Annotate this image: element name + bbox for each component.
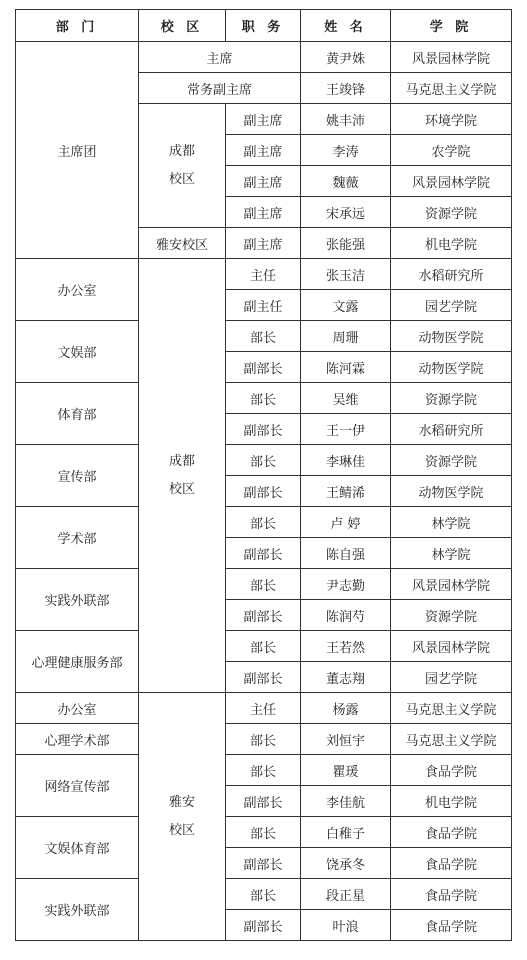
dept-cell: 办公室: [16, 693, 139, 724]
name-cell: 吴维: [301, 383, 391, 414]
header-campus: 校 区: [139, 10, 226, 42]
dept-cell: 文娱体育部: [16, 817, 139, 879]
college-cell: 水稻研究所: [391, 414, 512, 445]
title-cell: 副主席: [226, 135, 301, 166]
dept-cell: 办公室: [16, 259, 139, 321]
college-cell: 资源学院: [391, 600, 512, 631]
name-cell: 叶浪: [301, 910, 391, 941]
dept-cell: 心理健康服务部: [16, 631, 139, 693]
title-cell: 主席: [139, 42, 301, 73]
college-cell: 马克思主义学院: [391, 724, 512, 755]
dept-cell: 实践外联部: [16, 569, 139, 631]
title-cell: 部长: [226, 321, 301, 352]
title-cell: 部长: [226, 383, 301, 414]
name-cell: 董志翔: [301, 662, 391, 693]
table-row: [16, 755, 512, 786]
college-cell: 食品学院: [391, 879, 512, 910]
college-cell: 食品学院: [391, 755, 512, 786]
campus-cell: [139, 259, 226, 693]
title-cell: 副部长: [226, 910, 301, 941]
roster-table: [15, 9, 512, 941]
name-cell: 陈自强: [301, 538, 391, 569]
header-name: 姓 名: [301, 10, 391, 42]
title-cell: 常务副主席: [139, 73, 301, 104]
college-cell: 农学院: [391, 135, 512, 166]
college-cell: 环境学院: [391, 104, 512, 135]
name-cell: 王鲭浠: [301, 476, 391, 507]
table-row: [16, 445, 512, 476]
dept-cell: 主席团: [16, 42, 139, 259]
header-row: [16, 10, 512, 42]
table-row: [16, 569, 512, 600]
college-cell: 风景园林学院: [391, 631, 512, 662]
college-cell: 园艺学院: [391, 662, 512, 693]
name-cell: 陈河霖: [301, 352, 391, 383]
title-cell: 副部长: [226, 476, 301, 507]
college-cell: 林学院: [391, 507, 512, 538]
name-cell: 段正星: [301, 879, 391, 910]
dept-cell: 学术部: [16, 507, 139, 569]
title-cell: 部长: [226, 507, 301, 538]
title-cell: 副主席: [226, 166, 301, 197]
name-cell: 李佳航: [301, 786, 391, 817]
college-cell: 动物医学院: [391, 476, 512, 507]
campus-cell: 雅安校区: [139, 228, 226, 259]
name-cell: 王一伊: [301, 414, 391, 445]
title-cell: 副部长: [226, 600, 301, 631]
table-row: [16, 383, 512, 414]
college-cell: 马克思主义学院: [391, 73, 512, 104]
title-cell: 副部长: [226, 848, 301, 879]
college-cell: 园艺学院: [391, 290, 512, 321]
college-cell: 动物医学院: [391, 352, 512, 383]
header-college: 学 院: [391, 10, 512, 42]
dept-cell: 网络宣传部: [16, 755, 139, 817]
title-cell: 部长: [226, 755, 301, 786]
name-cell: 瞿瑗: [301, 755, 391, 786]
college-cell: 食品学院: [391, 817, 512, 848]
title-cell: 部长: [226, 569, 301, 600]
name-cell: 陈润芍: [301, 600, 391, 631]
college-cell: 风景园林学院: [391, 42, 512, 73]
header-title: 职 务: [226, 10, 301, 42]
table-row: [16, 724, 512, 755]
campus-cell: [139, 693, 226, 941]
college-cell: 资源学院: [391, 383, 512, 414]
table-row: [16, 879, 512, 910]
campus-line: 成都: [168, 143, 195, 159]
title-cell: 副主席: [226, 104, 301, 135]
college-cell: 动物医学院: [391, 321, 512, 352]
name-cell: 黄尹姝: [301, 42, 391, 73]
title-cell: 副部长: [226, 662, 301, 693]
table-row: [16, 817, 512, 848]
campus-line: 雅安: [168, 794, 195, 810]
campus-line: 校区: [168, 171, 195, 187]
name-cell: 王竣锋: [301, 73, 391, 104]
title-cell: 副主席: [226, 228, 301, 259]
table-row: [16, 42, 512, 73]
college-cell: 马克思主义学院: [391, 693, 512, 724]
name-cell: 魏薇: [301, 166, 391, 197]
title-cell: 部长: [226, 879, 301, 910]
table-row: [16, 321, 512, 352]
table-row: [16, 507, 512, 538]
name-cell: 白稚子: [301, 817, 391, 848]
name-cell: 刘恒宇: [301, 724, 391, 755]
name-cell: 张玉洁: [301, 259, 391, 290]
campus-line: 校区: [168, 822, 195, 838]
title-cell: 副主席: [226, 197, 301, 228]
campus-line: 校区: [168, 481, 195, 497]
header-dept: 部 门: [16, 10, 139, 42]
name-cell: 张能强: [301, 228, 391, 259]
title-cell: 副部长: [226, 538, 301, 569]
dept-cell: 体育部: [16, 383, 139, 445]
title-cell: 副部长: [226, 352, 301, 383]
college-cell: 机电学院: [391, 228, 512, 259]
name-cell: 尹志勤: [301, 569, 391, 600]
name-cell: 饶承冬: [301, 848, 391, 879]
name-cell: 宋承远: [301, 197, 391, 228]
dept-cell: 实践外联部: [16, 879, 139, 941]
title-cell: 部长: [226, 631, 301, 662]
dept-cell: 心理学术部: [16, 724, 139, 755]
name-cell: 文露: [301, 290, 391, 321]
title-cell: 主任: [226, 693, 301, 724]
title-cell: 部长: [226, 445, 301, 476]
name-cell: 李涛: [301, 135, 391, 166]
college-cell: 机电学院: [391, 786, 512, 817]
table-row: [16, 259, 512, 290]
title-cell: 副部长: [226, 414, 301, 445]
college-cell: 食品学院: [391, 910, 512, 941]
campus-line: 成都: [168, 453, 195, 469]
name-cell: 姚丰沛: [301, 104, 391, 135]
name-cell: 卢 婷: [301, 507, 391, 538]
title-cell: 部长: [226, 724, 301, 755]
college-cell: 水稻研究所: [391, 259, 512, 290]
college-cell: 林学院: [391, 538, 512, 569]
college-cell: 资源学院: [391, 197, 512, 228]
college-cell: 风景园林学院: [391, 569, 512, 600]
dept-cell: 宣传部: [16, 445, 139, 507]
title-cell: 部长: [226, 817, 301, 848]
title-cell: 副部长: [226, 786, 301, 817]
name-cell: 周珊: [301, 321, 391, 352]
name-cell: 杨露: [301, 693, 391, 724]
name-cell: 王若然: [301, 631, 391, 662]
title-cell: 主任: [226, 259, 301, 290]
dept-cell: 文娱部: [16, 321, 139, 383]
campus-cell: [139, 104, 226, 228]
college-cell: 风景园林学院: [391, 166, 512, 197]
college-cell: 资源学院: [391, 445, 512, 476]
name-cell: 李琳佳: [301, 445, 391, 476]
table-row: [16, 693, 512, 724]
title-cell: 副主任: [226, 290, 301, 321]
table-row: [16, 631, 512, 662]
college-cell: 食品学院: [391, 848, 512, 879]
